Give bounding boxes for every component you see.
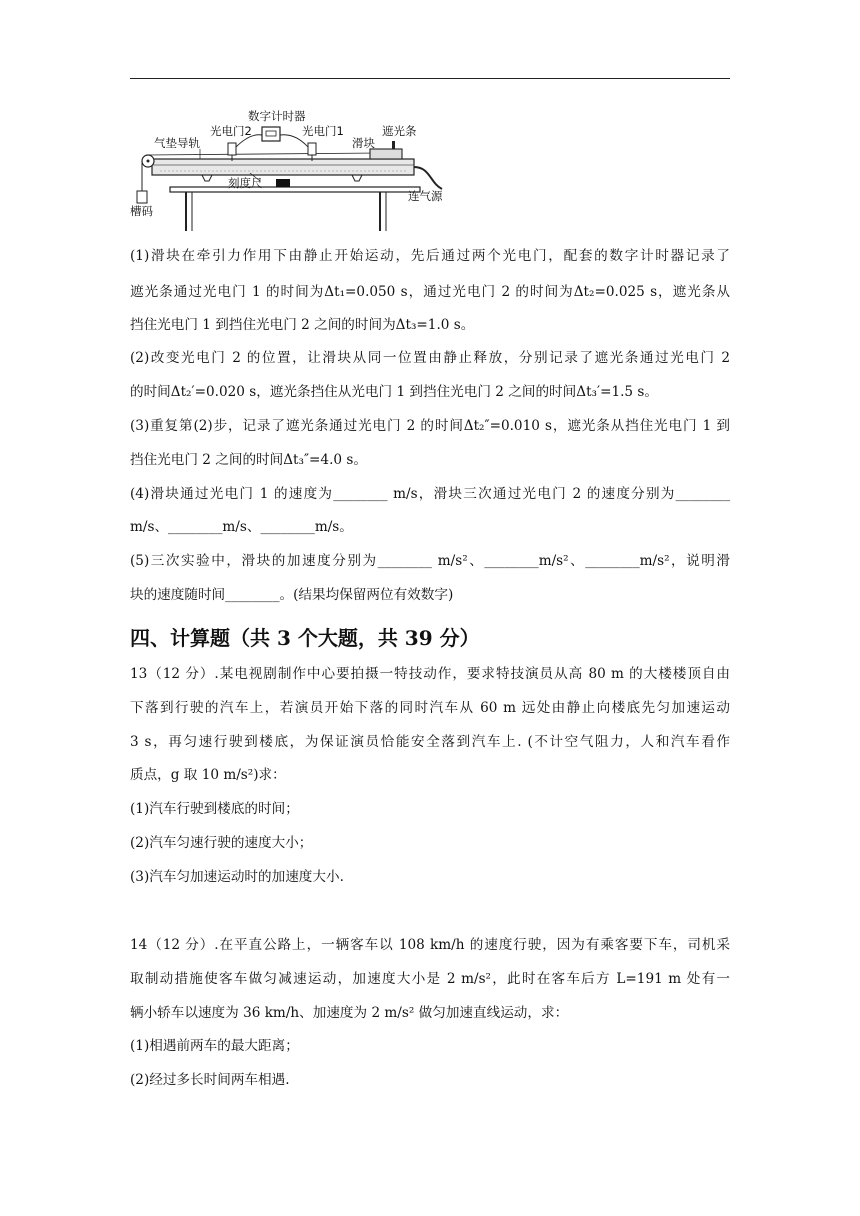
weight-label: 槽码 <box>130 204 153 218</box>
timer-label: 数字计时器 <box>248 109 306 123</box>
q14-line: (2)经过多长时间两车相遇. <box>130 1072 290 1088</box>
text-line: 挡住光电门 2 之间的时间Δt₃″=4.0 s。 <box>130 452 367 468</box>
slider-label: 滑块 <box>352 136 375 150</box>
ruler-label: 刻度尺 <box>228 176 263 190</box>
text-line: 挡住光电门 1 到挡住光电门 2 之间的时间为Δt₃=1.0 s。 <box>130 317 475 333</box>
section-title: 四、计算题（共 3 个大题，共 39 分） <box>130 626 480 650</box>
q13-line: 质点，g 取 10 m/s²)求： <box>130 767 286 783</box>
air-source-label: 连气源 <box>408 189 443 203</box>
q13-line: 下落到行驶的汽车上，若演员开始下落的同时汽车从 60 m 远处由静止向楼底先匀加速运动 <box>130 700 730 716</box>
text-line: m/s、________m/s、________m/s。 <box>130 519 353 535</box>
gate1-label: 光电门1 <box>302 124 344 138</box>
text-line: 块的速度随时间________。(结果均保留两位有效数字) <box>130 587 454 603</box>
q14-line: (1)相遇前两车的最大距离； <box>130 1038 299 1054</box>
q13-line: (2)汽车匀速行驶的速度大小； <box>130 835 313 851</box>
text-line: (5)三次实验中，滑块的加速度分别为________ m/s²、________m/s²、________m/s²，说明滑 <box>130 553 730 569</box>
air-track-apparatus-drawing <box>130 103 450 233</box>
q13-line: 13（12 分）.某电视剧制作中心要拍摄一特技动作，要求特技演员从高 80 m 的大楼楼顶自由 <box>130 666 730 682</box>
text-line: (4)滑块通过光电门 1 的速度为________ m/s，滑块三次通过光电门 2 的速度分别为________ <box>130 486 730 502</box>
text-line: 遮光条通过光电门 1 的时间为Δt₁=0.050 s，通过光电门 2 的时间为Δt₂=0.025 s，遮光条从 <box>130 284 730 300</box>
shade-label: 遮光条 <box>382 124 417 138</box>
text-line: (3)重复第(2)步，记录了遮光条通过光电门 2 的时间Δt₂″=0.010 s，遮光条从挡住光电门 1 到 <box>130 418 730 434</box>
q13-line: 3 s，再匀速行驶到楼底，为保证演员恰能安全落到汽车上. (不计空气阻力，人和汽车看作 <box>130 734 730 750</box>
q14-line: 辆小轿车以速度为 36 km/h、加速度为 2 m/s² 做匀加速直线运动，求： <box>130 1005 569 1021</box>
text-line: (2)改变光电门 2 的位置，让滑块从同一位置由静止释放，分别记录了遮光条通过光电门 2 <box>130 350 730 366</box>
gate2-label: 光电门2 <box>210 124 252 138</box>
q14-line: 取制动措施使客车做匀减速运动，加速度大小是 2 m/s²，此时在客车后方 L=191 m 处有一 <box>130 971 730 987</box>
header-rule <box>130 78 730 79</box>
q13-line: (1)汽车行驶到楼底的时间； <box>130 801 299 817</box>
q13-line: (3)汽车匀加速运动时的加速度大小. <box>130 869 344 885</box>
experiment-diagram <box>130 103 450 233</box>
text-line: 的时间Δt₂′=0.020 s，遮光条挡住从光电门 1 到挡住光电门 2 之间的时间Δt₃′=1.5 s。 <box>130 384 658 400</box>
track-label: 气垫导轨 <box>154 136 200 150</box>
q14-line: 14（12 分）.在平直公路上，一辆客车以 108 km/h 的速度行驶，因为有乘客要下车，司机采 <box>130 937 730 953</box>
text-line: (1)滑块在牵引力作用下由静止开始运动，先后通过两个光电门，配套的数字计时器记录了 <box>130 248 730 264</box>
